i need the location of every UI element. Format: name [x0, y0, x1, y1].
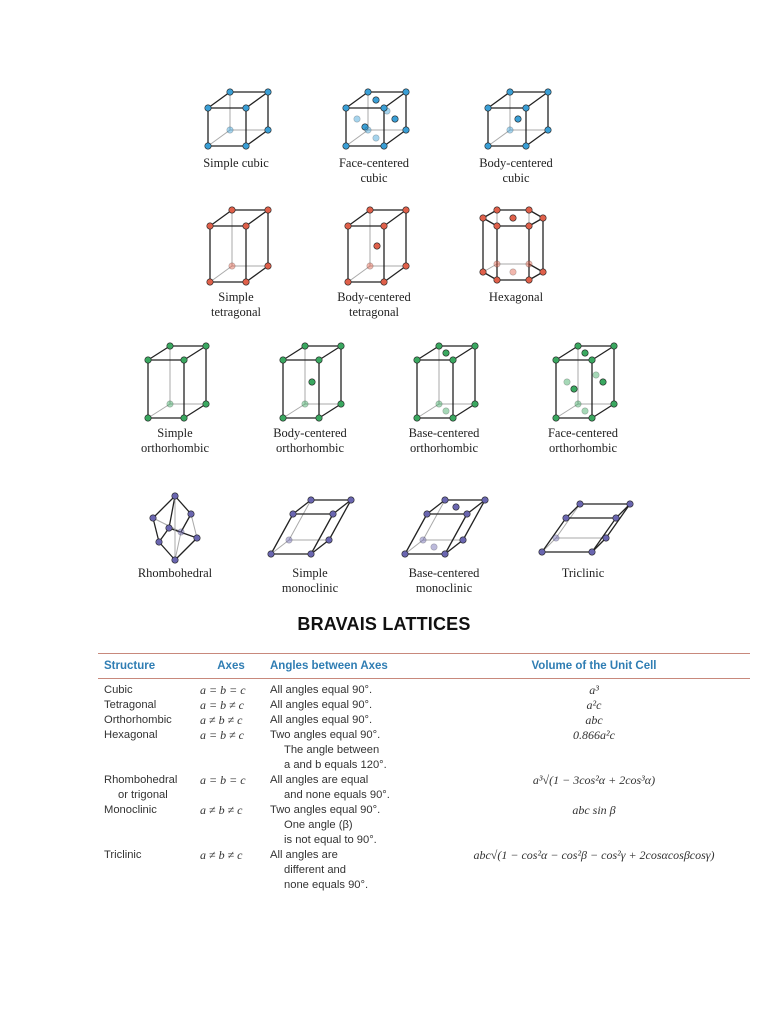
lattice-point [156, 539, 162, 545]
volume-cell: abc sin β [572, 803, 616, 817]
header-volume: Volume of the Unit Cell [531, 660, 657, 672]
volume-cell: a²c [586, 698, 602, 712]
lattice-point [485, 105, 491, 111]
lattice-point [181, 415, 187, 421]
lattice-point [526, 261, 532, 267]
lattice-point [348, 497, 354, 503]
hidden-edge [210, 266, 232, 282]
lattice-point [150, 515, 156, 521]
cell-edge [453, 346, 475, 360]
lattice-point [194, 535, 200, 541]
cell-edge [346, 92, 368, 108]
lattice-point [564, 379, 570, 385]
cell-edge [159, 542, 175, 560]
lattice-hexagonal [441, 206, 591, 305]
hidden-edge [346, 130, 368, 146]
cell-edge [606, 504, 630, 538]
cell-edge [319, 346, 341, 360]
lattice-point [381, 279, 387, 285]
body-centered-orthorhombic-diagram [275, 340, 345, 424]
lattice-point [326, 537, 332, 543]
lattice-point [507, 127, 513, 133]
lattice-point [526, 223, 532, 229]
lattice-point [480, 215, 486, 221]
hidden-edge [423, 500, 445, 540]
hidden-edge [488, 130, 510, 146]
lattice-point [414, 357, 420, 363]
lattice-point [338, 401, 344, 407]
hidden-edge [556, 504, 580, 538]
table-row [98, 848, 750, 893]
lattice-label: Simple monoclinic [281, 566, 339, 595]
lattice-point [373, 97, 379, 103]
cell-edge [329, 500, 351, 540]
lattice-point [365, 89, 371, 95]
lattice-point [593, 372, 599, 378]
lattice-point [402, 551, 408, 557]
lattice-point [172, 493, 178, 499]
cell-edge [184, 404, 206, 418]
lattice-rhombohedral [100, 492, 250, 581]
base-centered-orthorhombic-diagram [409, 340, 479, 424]
lattice-point [507, 89, 513, 95]
lattice-point [343, 143, 349, 149]
lattice-point [381, 223, 387, 229]
cell-edge [384, 266, 406, 282]
lattice-point [167, 401, 173, 407]
header-angles: Angles between Axes [270, 660, 388, 672]
lattice-point [494, 277, 500, 283]
hidden-edge [417, 404, 439, 418]
lattice-point [523, 105, 529, 111]
volume-cell: 0.866a²c [573, 728, 615, 742]
lattice-point [442, 551, 448, 557]
lattice-point [626, 501, 632, 507]
lattice-point [582, 350, 588, 356]
axes-cell: a = b = c [200, 683, 246, 697]
table-body [98, 679, 750, 893]
lattice-point [611, 343, 617, 349]
lattice-label: Body-centered tetragonal [337, 290, 411, 319]
lattice-point [575, 401, 581, 407]
lattice-point [453, 504, 459, 510]
lattice-label: Face-centered cubic [338, 156, 410, 185]
table-row [98, 683, 750, 698]
lattice-point [582, 408, 588, 414]
lattice-label: Body-centered orthorhombic [273, 426, 347, 455]
cell-edge [210, 210, 232, 226]
lattice-point [205, 143, 211, 149]
lattice-point [243, 279, 249, 285]
lattice-point [515, 116, 521, 122]
lattice-point [494, 261, 500, 267]
lattice-point [343, 105, 349, 111]
lattice-point [523, 143, 529, 149]
lattice-point [494, 207, 500, 213]
hexagonal-diagram [471, 206, 561, 288]
lattice-point [553, 357, 559, 363]
lattice-point [178, 529, 184, 535]
axes-cell: a ≠ b ≠ c [200, 803, 243, 817]
lattice-label: Base-centered monoclinic [408, 566, 480, 595]
lattice-label: Simple tetragonal [211, 290, 261, 319]
lattice-point [436, 401, 442, 407]
lattice-point [229, 207, 235, 213]
cell-edge [445, 514, 467, 554]
lattice-point [464, 511, 470, 517]
lattice-point [480, 269, 486, 275]
cell-edge [208, 92, 230, 108]
lattice-label: Hexagonal [488, 290, 544, 304]
lattice-base-centered-monoclinic [369, 492, 519, 596]
lattice-point [243, 143, 249, 149]
header-structure: Structure [104, 660, 156, 672]
angles-cell: Two angles equal 90°. The angle between a and b equals 120°. [270, 729, 387, 771]
cell-edge [283, 346, 305, 360]
lattice-label: Rhombohedral [137, 566, 213, 580]
lattice-point [420, 537, 426, 543]
lattice-simple-orthorhombic [100, 340, 250, 456]
rhombohedral-diagram [145, 492, 205, 564]
cell-edge [384, 92, 406, 108]
lattice-point [571, 386, 577, 392]
cell-edge [175, 538, 197, 560]
cell-edge [175, 496, 191, 514]
lattice-point [575, 343, 581, 349]
lattice-point [367, 207, 373, 213]
lattice-point [436, 343, 442, 349]
lattice-point [381, 105, 387, 111]
lattice-point [576, 501, 582, 507]
lattice-point [600, 379, 606, 385]
cell-edge [384, 210, 406, 226]
lattice-label: Face-centered orthorhombic [547, 426, 619, 455]
axes-cell: a = b = c [200, 773, 246, 787]
lattice-point [403, 127, 409, 133]
cell-edge [271, 514, 293, 554]
lattice-point [494, 223, 500, 229]
lattice-point [265, 207, 271, 213]
lattice-point [188, 511, 194, 517]
structure-cell: Orthorhombic [104, 714, 172, 726]
cell-edge [453, 404, 475, 418]
simple-monoclinic-diagram [265, 492, 355, 564]
lattice-point [540, 215, 546, 221]
cell-edge [384, 130, 406, 146]
hidden-edge [289, 500, 311, 540]
lattice-point [229, 263, 235, 269]
lattice-point [443, 350, 449, 356]
angles-cell: Two angles equal 90°. One angle (β) is not equal to 90°. [270, 804, 381, 846]
volume-cell: abc√(1 − cos²α − cos²β − cos²γ + 2cosαcosβcosγ) [473, 848, 715, 862]
cell-edge [319, 404, 341, 418]
lattice-point [227, 89, 233, 95]
cell-edge [526, 130, 548, 146]
body-centered-tetragonal-diagram [334, 206, 414, 288]
lattice-point [145, 415, 151, 421]
cell-edge [556, 346, 578, 360]
angles-cell: All angles equal 90°. [270, 684, 373, 696]
lattice-point [166, 525, 172, 531]
crystal-systems-table [98, 653, 750, 893]
table-row [98, 728, 750, 773]
lattice-point [482, 497, 488, 503]
cell-edge [592, 404, 614, 418]
axes-cell: a ≠ b ≠ c [200, 848, 243, 862]
angles-cell: All angles are equal and none equals 90°. [270, 774, 390, 801]
cell-edge [184, 346, 206, 360]
cell-edge [526, 92, 548, 108]
lattice-point [265, 89, 271, 95]
lattice-point [302, 343, 308, 349]
angles-cell: All angles equal 90°. [270, 699, 373, 711]
lattice-point [268, 551, 274, 557]
table-header-row [98, 654, 750, 678]
lattice-point [205, 105, 211, 111]
lattice-point [443, 408, 449, 414]
lattice-point [265, 263, 271, 269]
cell-edge [348, 210, 370, 226]
lattice-point [354, 116, 360, 122]
lattice-point [552, 535, 558, 541]
axes-cell: a ≠ b ≠ c [200, 713, 243, 727]
hidden-edge [283, 404, 305, 418]
cell-edge [311, 514, 333, 554]
cell-edge [542, 518, 566, 552]
lattice-label: Body-centered cubic [479, 156, 553, 185]
lattice-point [414, 415, 420, 421]
lattice-body-centered-tetragonal [299, 206, 449, 320]
lattice-point [345, 279, 351, 285]
cell-edge [153, 518, 159, 542]
cell-edge [592, 346, 614, 360]
lattice-point [424, 511, 430, 517]
structure-cell: Cubic [104, 684, 133, 696]
lattice-point [442, 497, 448, 503]
lattice-label: Base-centered orthorhombic [408, 426, 480, 455]
lattice-point [526, 207, 532, 213]
lattice-simple-tetragonal [161, 206, 311, 320]
lattice-point [203, 343, 209, 349]
lattice-point [472, 343, 478, 349]
lattice-point [167, 343, 173, 349]
cell-edge [592, 518, 616, 552]
lattice-point [316, 415, 322, 421]
angles-cell: All angles are different and none equals 90°. [270, 849, 369, 891]
lattice-point [309, 379, 315, 385]
lattice-point [280, 357, 286, 363]
volume-cell: a³√(1 − 3cos²α + 2cos³α) [532, 773, 656, 787]
lattice-point [367, 263, 373, 269]
lattice-point [562, 515, 568, 521]
lattice-label: Triclinic [561, 566, 605, 580]
lattice-point [431, 544, 437, 550]
lattice-point [207, 223, 213, 229]
cell-edge [463, 500, 485, 540]
lattice-point [450, 415, 456, 421]
cell-edge [246, 130, 268, 146]
table-row [98, 698, 750, 713]
lattice-point [403, 207, 409, 213]
angles-cell: All angles equal 90°. [270, 714, 373, 726]
structure-cell: Rhombohedral or trigonal [104, 774, 178, 801]
lattice-point [611, 401, 617, 407]
lattice-point [545, 127, 551, 133]
lattice-point [553, 415, 559, 421]
lattice-point [510, 215, 516, 221]
structure-cell: Monoclinic [104, 804, 157, 816]
triclinic-diagram [536, 492, 631, 564]
cell-edge [488, 92, 510, 108]
hidden-edge [348, 266, 370, 282]
cell-edge [246, 210, 268, 226]
lattice-simple-cubic [161, 90, 311, 171]
lattice-point [308, 551, 314, 557]
lattice-point [308, 497, 314, 503]
header-axes: Axes [217, 660, 245, 672]
cell-edge [405, 514, 427, 554]
face-centered-orthorhombic-diagram [548, 340, 618, 424]
lattice-triclinic [508, 492, 658, 581]
lattice-point [316, 357, 322, 363]
lattice-face-centered-cubic [299, 90, 449, 186]
cell-edge [246, 266, 268, 282]
lattice-point [338, 343, 344, 349]
hidden-edge [191, 514, 197, 538]
lattice-point [485, 143, 491, 149]
lattice-point [392, 116, 398, 122]
lattice-point [589, 415, 595, 421]
lattice-point [243, 223, 249, 229]
lattice-point [227, 127, 233, 133]
lattice-body-centered-orthorhombic [235, 340, 385, 456]
table-row [98, 713, 750, 728]
lattice-point [403, 263, 409, 269]
lattice-point [526, 277, 532, 283]
lattice-point [145, 357, 151, 363]
lattice-point [538, 549, 544, 555]
axes-cell: a = b ≠ c [200, 698, 245, 712]
lattice-point [450, 357, 456, 363]
lattice-point [510, 269, 516, 275]
lattice-point [280, 415, 286, 421]
lattice-label: Simple cubic [203, 156, 269, 170]
volume-cell: abc [585, 713, 603, 727]
structure-cell: Hexagonal [104, 729, 158, 741]
cell-edge [417, 346, 439, 360]
lattice-point [330, 511, 336, 517]
volume-cell: a³ [589, 683, 599, 697]
cell-edge [246, 92, 268, 108]
lattice-point [181, 357, 187, 363]
lattice-point [207, 279, 213, 285]
lattice-base-centered-orthorhombic [369, 340, 519, 456]
body-centered-cubic-diagram [476, 90, 556, 154]
lattice-point [373, 135, 379, 141]
lattice-point [460, 537, 466, 543]
page-title: BRAVAIS LATTICES [297, 614, 471, 634]
lattice-point [365, 127, 371, 133]
lattice-point [589, 357, 595, 363]
lattice-body-centered-cubic [441, 90, 591, 186]
lattice-point [265, 127, 271, 133]
table-row [98, 803, 750, 848]
simple-tetragonal-diagram [196, 206, 276, 288]
base-centered-monoclinic-diagram [399, 492, 489, 564]
cell-edge [148, 346, 170, 360]
lattice-point [345, 223, 351, 229]
lattice-point [381, 143, 387, 149]
lattice-point [545, 89, 551, 95]
face-centered-cubic-diagram [334, 90, 414, 154]
lattice-point [290, 511, 296, 517]
lattice-point [602, 535, 608, 541]
lattice-simple-monoclinic [235, 492, 385, 596]
structure-cell: Triclinic [104, 849, 142, 861]
hidden-edge [208, 130, 230, 146]
lattice-point [302, 401, 308, 407]
lattice-point [403, 89, 409, 95]
hidden-edge [148, 404, 170, 418]
axes-cell: a = b ≠ c [200, 728, 245, 742]
table-row [98, 773, 750, 803]
lattice-label: Simple orthorhombic [140, 426, 210, 455]
simple-orthorhombic-diagram [140, 340, 210, 424]
lattice-point [612, 515, 618, 521]
lattice-point [203, 401, 209, 407]
lattice-point [472, 401, 478, 407]
structure-cell: Tetragonal [104, 699, 157, 711]
lattice-point [172, 557, 178, 563]
lattice-point [540, 269, 546, 275]
simple-cubic-diagram [196, 90, 276, 154]
hidden-edge [556, 404, 578, 418]
lattice-point [588, 549, 594, 555]
lattice-point [374, 243, 380, 249]
lattice-point [286, 537, 292, 543]
lattice-face-centered-orthorhombic [508, 340, 658, 456]
lattice-point [243, 105, 249, 111]
